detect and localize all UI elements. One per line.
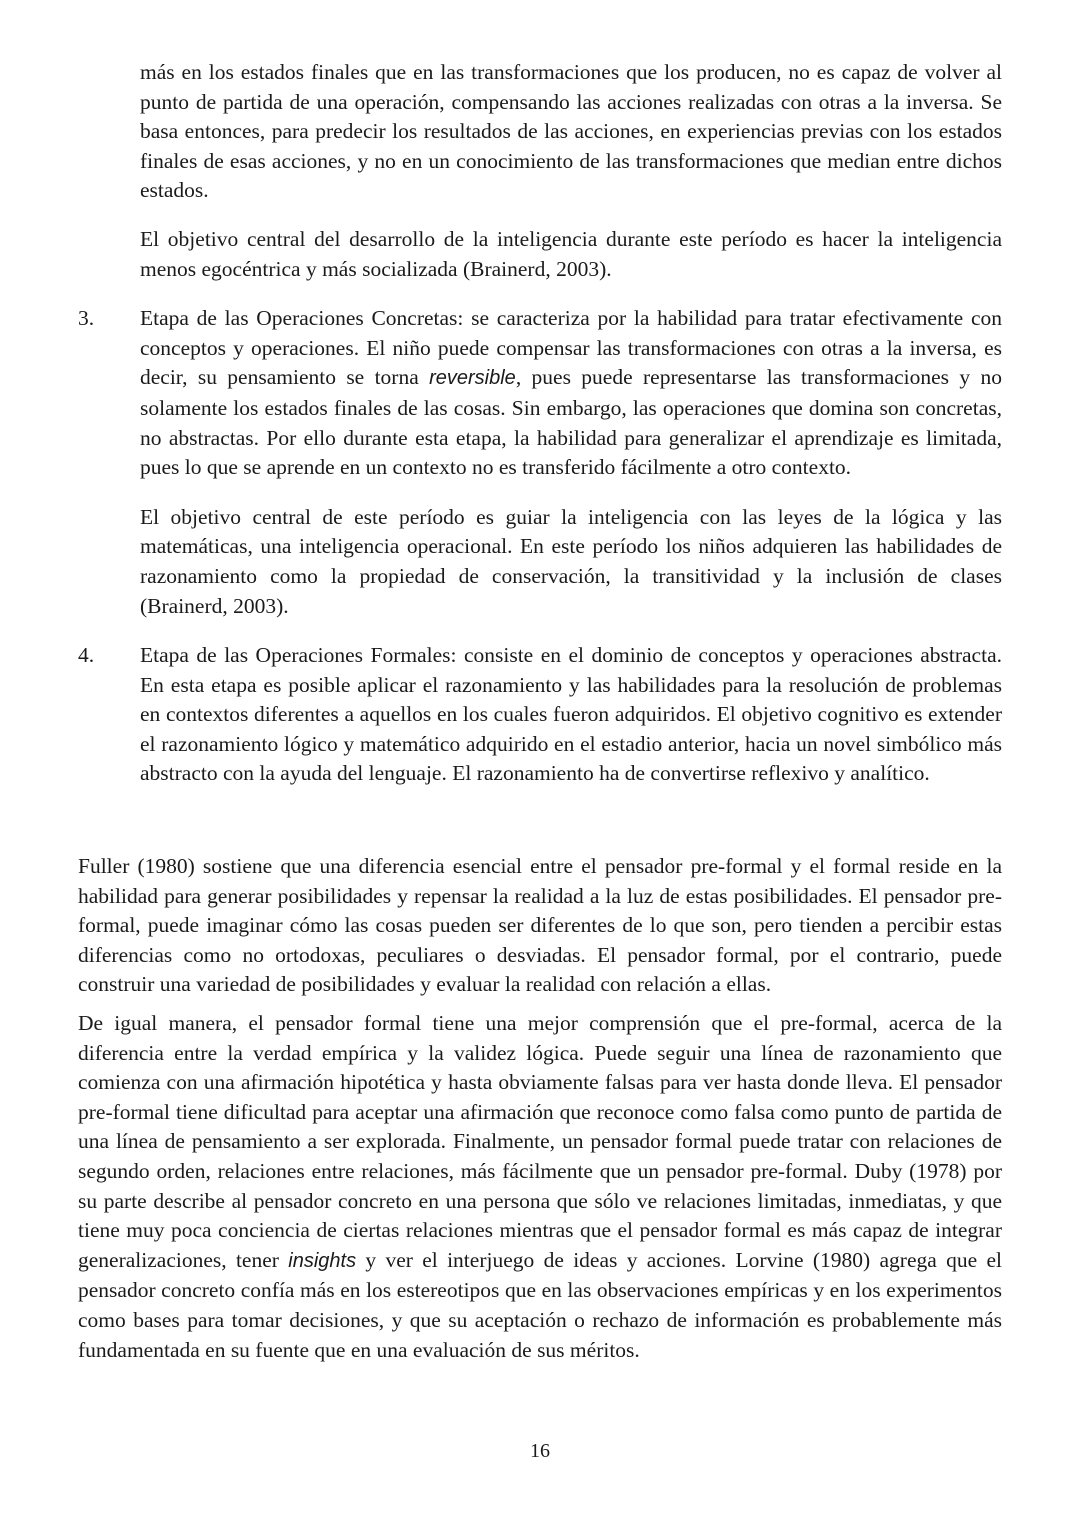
emphasized-term-reversible: reversible (429, 367, 516, 390)
list-item-text-after-term: , pues puede representarse las transformaciones y no solamente los estados finales de las cosas. Sin embargo, las operaciones que domina son concretas, no abstractas. Por ello durante esta etapa, la habilidad para generalizar el aprendizaje es limitada, pues lo que se aprende en un contexto no es transferido fácilmente a otro contexto. (140, 365, 1002, 480)
emphasized-term-insights: insights (288, 1249, 357, 1272)
paragraph-objetivo-central-preoperacional: El objetivo central del desarrollo de la inteligencia durante este período es hacer la inteligencia menos egocéntrica y más socializada (Brainerd, 2003). (140, 226, 1002, 281)
list-item (78, 304, 1002, 483)
paragraph-objetivo-central-concretas: El objetivo central de este período es guiar la inteligencia con las leyes de la lógica y las matemáticas, una inteligencia operacional. En este período los niños adquieren las habilidades de razonamiento como la propiedad de conservación, la transitividad y la inclusión de clases (Brainerd, 2003). (140, 504, 1002, 618)
list-item-marker-4: 4. (78, 643, 95, 668)
paragraph-text-part-2: y ver el interjuego de ideas y acciones. Lorvine (1980) agrega que el pensador concreto confía más en los estereotipos que en las observaciones empíricas y en los experimentos como bases para tomar decisiones, y que su aceptación o rechazo de información es probablemente más fundamentada en su fuente que en una evaluación de sus méritos. (78, 1247, 1003, 1362)
paragraph-fuller: Fuller (1980) sostiene que una diferencia esencial entre el pensador pre-formal y el formal reside en la habilidad para generar posibilidades y repensar la realidad a la luz de estas posibilidades. El pensador pre-formal, puede imaginar cómo las cosas pueden ser diferentes de lo que son, pero tienden a percibir estas diferencias como no ortodoxas, peculiares o desviadas. El pensador formal, por el contrario, puede construir una variedad de posibilidades y evaluar la realidad con relación a ellas. (78, 854, 1002, 997)
list-item-body-3 (140, 304, 1002, 483)
paragraph-de-igual-manera (78, 1009, 1002, 1365)
paragraph-continuation: más en los estados finales que en las transformaciones que los producen, no es capaz de volver al punto de partida de una operación, compensando las acciones realizadas con otras a la inversa. Se basa entonces, para predecir los resultados de las acciones, en experiencias previas con los estados finales de esas acciones, y no en un conocimiento de las transformaciones que median entre dichos estados. (140, 60, 1002, 203)
list-item-marker-3: 3. (78, 306, 95, 331)
page-content (78, 58, 1002, 1365)
paragraph-text-part-1: De igual manera, el pensador formal tiene una mejor comprensión que el pre-formal, acerca de la diferencia entre la verdad empírica y la validez lógica. Puede seguir una línea de razonamiento que comienza con una afirmación hipotética y hasta obviamente falsas para ver hasta donde lleva. El pensador pre-formal tiene dificultad para aceptar una afirmación que reconoce como falsa como punto de partida de una línea de pensamiento a ser explorada. Finalmente, un pensador formal puede tratar con relaciones de segundo orden, relaciones entre relaciones, más fácilmente que un pensador pre-formal. Duby (1978) por su parte describe al pensador concreto en una persona que sólo ve relaciones limitadas, inmediatas, y que tiene muy poca conciencia de ciertas relaciones mientras que el pensador formal es más capaz de integrar generalizaciones, tener (78, 1011, 1002, 1272)
list-item-text-before-term: Etapa de las Operaciones Concretas: se caracteriza por la habilidad para tratar efectivamente con conceptos y operaciones. El niño puede compensar las transformaciones con otras a la inversa, es decir, su pensamiento se torna (140, 306, 1002, 390)
page-number: 16 (530, 1440, 550, 1462)
list-item (78, 641, 1002, 789)
list-item-body-4: Etapa de las Operaciones Formales: consiste en el dominio de conceptos y operaciones abstracta. En esta etapa es posible aplicar el razonamiento y las habilidades para la resolución de problemas en contextos diferentes a aquellos en los cuales fueron adquiridos. El objetivo cognitivo es extender el razonamiento lógico y matemático adquirido en el estadio anterior, hacia un novel simbólico más abstracto con la ayuda del lenguaje. El razonamiento ha de convertirse reflexivo y analítico. (140, 643, 1002, 786)
